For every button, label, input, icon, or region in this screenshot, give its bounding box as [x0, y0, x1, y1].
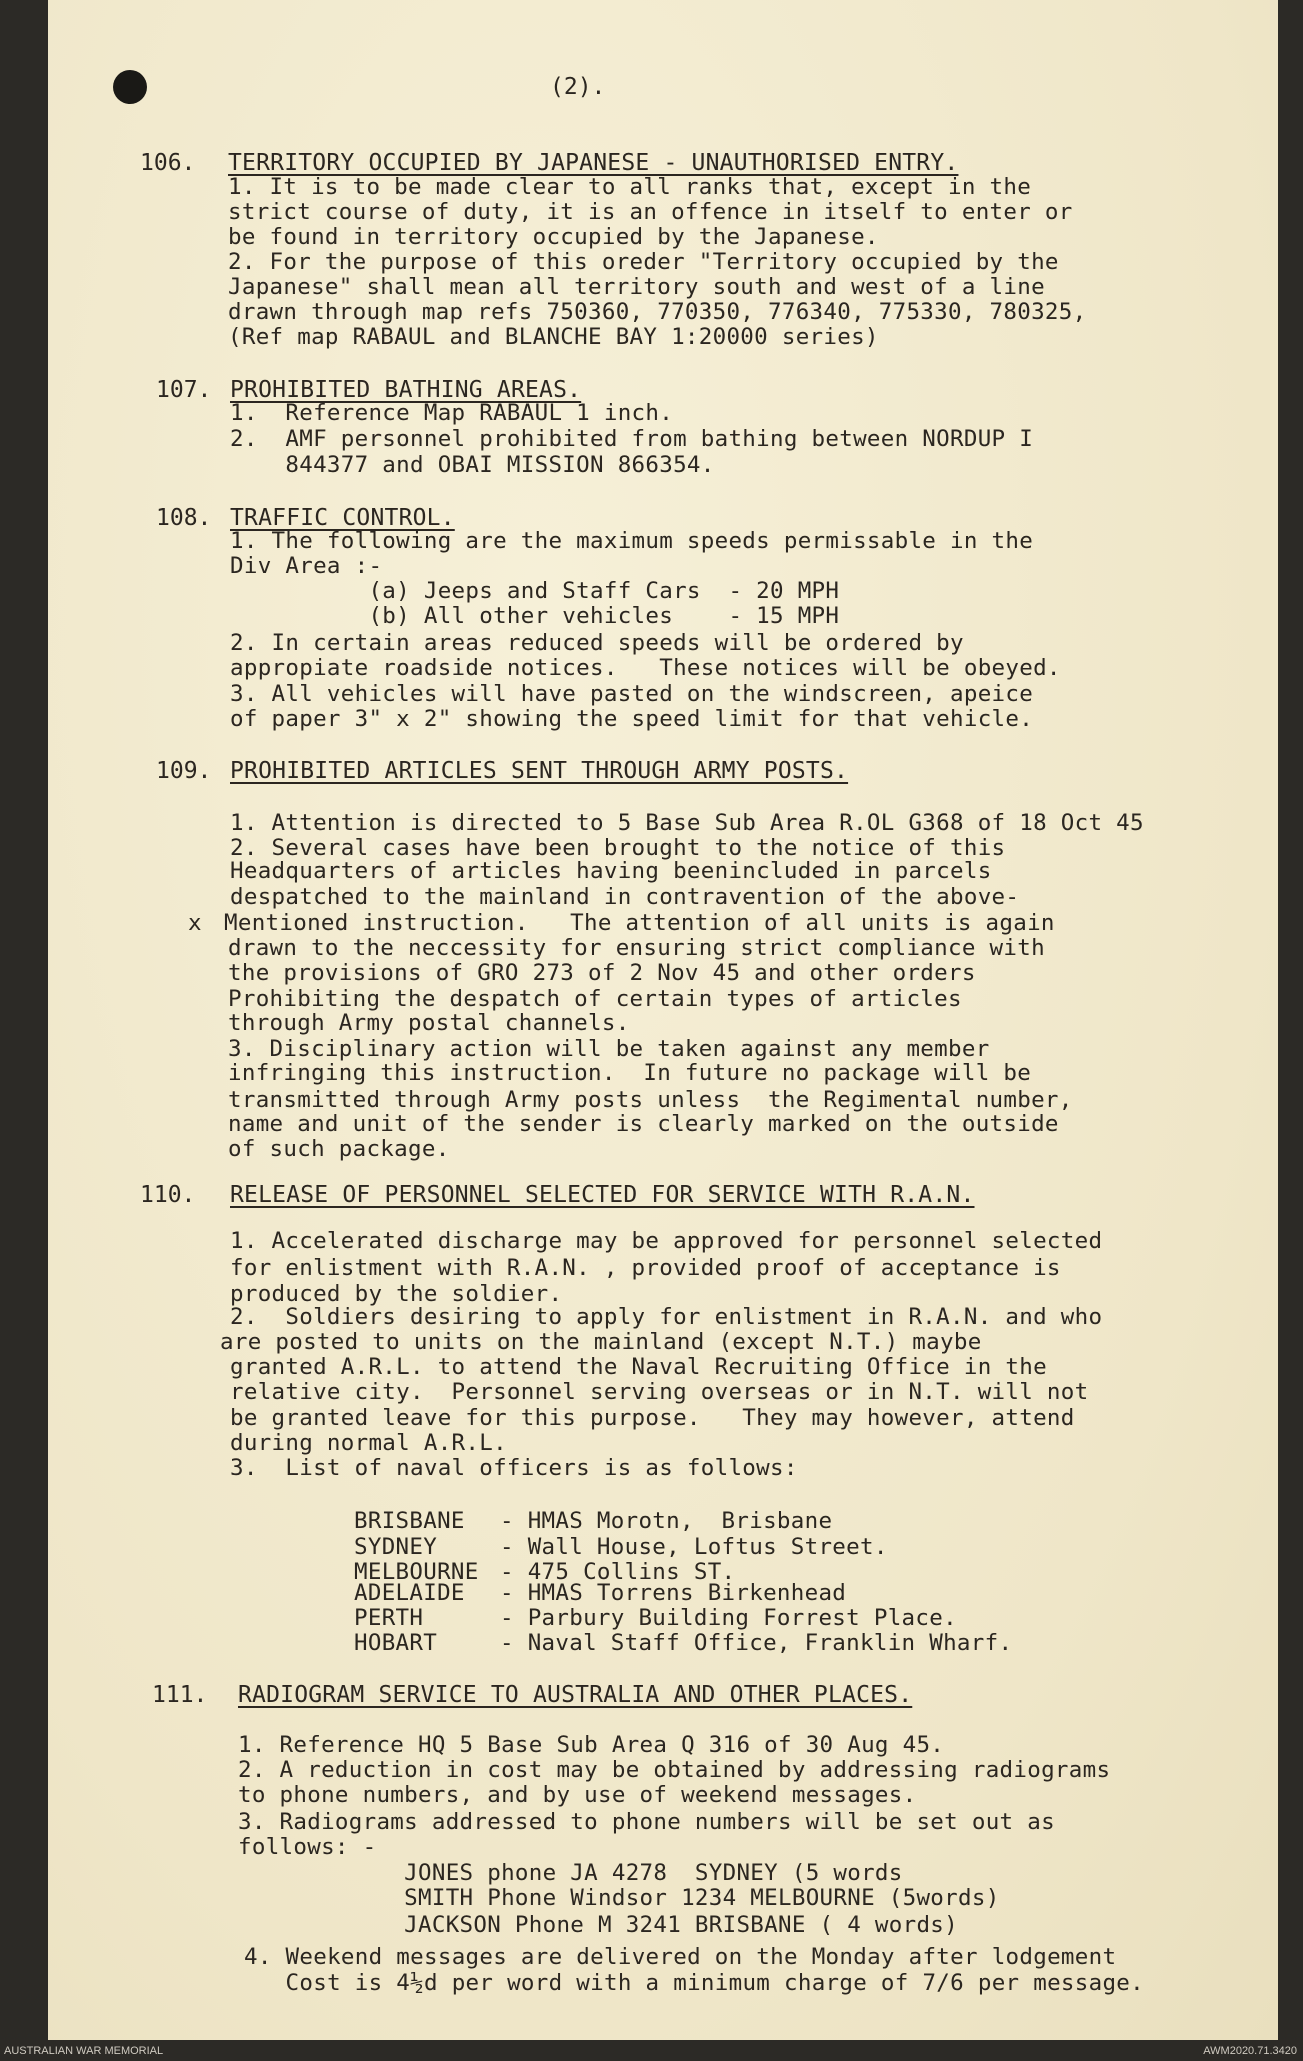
text-line: SMITH Phone Windsor 1234 MELBOURNE (5words) — [238, 1885, 1000, 1911]
text-line: granted A.R.L. to attend the Naval Recruiting Office in the — [230, 1354, 1047, 1380]
text-line: 1. Attention is directed to 5 Base Sub Area R.OL G368 of 18 Oct 45 — [230, 810, 1144, 836]
section-heading: PROHIBITED ARTICLES SENT THROUGH ARMY POSTS. — [230, 758, 849, 784]
section-heading: PROHIBITED BATHING AREAS. — [230, 377, 582, 403]
text-line: 2. A reduction in cost may be obtained by addressing radiograms — [238, 1757, 1111, 1783]
text-line: 2. Soldiers desiring to apply for enlistment in R.A.N. and who — [230, 1304, 1103, 1330]
text-line: appropiate roadside notices. These notices will be obeyed. — [230, 655, 1061, 681]
text-line: JACKSON Phone M 3241 BRISBANE ( 4 words) — [238, 1912, 958, 1938]
text-line: drawn through map refs 750360, 770350, 776340, 775330, 780325, — [228, 299, 1087, 325]
footer-right: AWM2020.71.3420 — [1203, 2045, 1297, 2057]
section-heading: TERRITORY OCCUPIED BY JAPANESE - UNAUTHORISED ENTRY. — [228, 150, 959, 176]
text-line: the provisions of GRO 273 of 2 Nov 45 and other orders — [228, 960, 976, 986]
office-city: PERTH — [354, 1605, 424, 1631]
text-line: 2. Several cases have been brought to the notice of this — [230, 835, 1006, 861]
office-city: HOBART — [354, 1630, 438, 1656]
text-line: 1. Accelerated discharge may be approved for personnel selected — [230, 1228, 1103, 1254]
office-address: - Naval Staff Office, Franklin Wharf. — [500, 1630, 1013, 1656]
text-line: (Ref map RABAUL and BLANCHE BAY 1:20000 series) — [228, 324, 879, 350]
text-line: 1. Reference HQ 5 Base Sub Area Q 316 of 30 Aug 45. — [238, 1732, 945, 1758]
text-line: to phone numbers, and by use of weekend messages. — [238, 1782, 917, 1808]
office-city: ADELAIDE — [354, 1580, 465, 1606]
section-number: 111. — [152, 1682, 208, 1708]
text-line: (a) Jeeps and Staff Cars - 20 MPH — [230, 578, 840, 604]
text-line: during normal A.R.L. — [230, 1430, 507, 1456]
text-line: 1. The following are the maximum speeds permissable in the — [230, 528, 1034, 554]
office-city: BRISBANE — [354, 1508, 465, 1534]
text-line: follows: - — [238, 1834, 377, 1860]
text-line: strict course of duty, it is an offence in itself to enter or — [228, 199, 1073, 225]
text-line: 844377 and OBAI MISSION 866354. — [230, 452, 715, 478]
text-line: 3. All vehicles will have pasted on the windscreen, apeice — [230, 681, 1034, 707]
text-line: Prohibiting the despatch of certain types of articles — [228, 986, 962, 1012]
text-line: 3. Disciplinary action will be taken against any member — [228, 1036, 990, 1062]
section-number: 108. — [156, 505, 212, 531]
text-line: 3. List of naval officers is as follows: — [230, 1455, 798, 1481]
office-address: - HMAS Morotn, Brisbane — [500, 1508, 833, 1534]
text-line: 4. Weekend messages are delivered on the Monday after lodgement — [244, 1944, 1117, 1970]
text-line: (b) All other vehicles - 15 MPH — [230, 603, 840, 629]
text-line: be granted leave for this purpose. They may however, attend — [230, 1405, 1075, 1431]
office-address: - HMAS Torrens Birkenhead — [500, 1580, 847, 1606]
text-line: despatched to the mainland in contravention of the above- — [230, 884, 1020, 910]
text-line: 2. For the purpose of this oreder "Territory occupied by the — [228, 249, 1059, 275]
office-address: - 475 Collins ST. — [500, 1559, 736, 1585]
section-number: 109. — [156, 758, 212, 784]
text-line: 3. Radiograms addressed to phone numbers will be set out as — [238, 1809, 1055, 1835]
section-number: 110. — [140, 1182, 196, 1208]
office-address: - Parbury Building Forrest Place. — [500, 1605, 957, 1631]
text-line: 2. AMF personnel prohibited from bathing between NORDUP I — [230, 426, 1034, 452]
text-line: Div Area :- — [230, 553, 383, 579]
footer-left: AUSTRALIAN WAR MEMORIAL — [4, 2045, 164, 2057]
text-line: through Army postal channels. — [228, 1010, 630, 1036]
text-line: 1. It is to be made clear to all ranks that, except in the — [228, 174, 1032, 200]
text-line: be found in territory occupied by the Japanese. — [228, 224, 879, 250]
text-line: Headquarters of articles having beenincluded in parcels — [230, 858, 992, 884]
text-line: of such package. — [228, 1136, 450, 1162]
office-address: - Wall House, Loftus Street. — [500, 1534, 888, 1560]
text-line: 2. In certain areas reduced speeds will be ordered by — [230, 630, 964, 656]
document-page — [48, 0, 1278, 2040]
margin-mark: x — [188, 910, 202, 936]
text-line: for enlistment with R.A.N. , provided proof of acceptance is — [230, 1255, 1061, 1281]
office-city: SYDNEY — [354, 1534, 438, 1560]
text-line: 1. Reference Map RABAUL 1 inch. — [230, 400, 674, 426]
text-line: JONES phone JA 4278 SYDNEY (5 words — [238, 1860, 903, 1886]
text-line: Cost is 4½d per word with a minimum charge of 7/6 per message. — [244, 1970, 1144, 1996]
text-line: produced by the soldier. — [230, 1281, 563, 1307]
text-line: relative city. Personnel serving overseas or in N.T. will not — [230, 1379, 1089, 1405]
text-line: of paper 3" x 2" showing the speed limit for that vehicle. — [230, 706, 1034, 732]
office-city: MELBOURNE — [354, 1559, 479, 1585]
text-line: Japanese" shall mean all territory south and west of a line — [228, 274, 1045, 300]
section-number: 107. — [156, 377, 212, 403]
section-heading: RELEASE OF PERSONNEL SELECTED FOR SERVICE WITH R.A.N. — [230, 1182, 975, 1208]
text-line: transmitted through Army posts unless the Regimental number, — [228, 1087, 1073, 1113]
text-line: infringing this instruction. In future no package will be — [228, 1060, 1032, 1086]
text-line: Mentioned instruction. The attention of all units is again — [224, 910, 1055, 936]
text-line: drawn to the neccessity for ensuring strict compliance with — [228, 935, 1045, 961]
punch-hole — [113, 70, 147, 104]
text-line: name and unit of the sender is clearly marked on the outside — [228, 1111, 1059, 1137]
page-number: (2). — [550, 74, 606, 100]
section-heading: TRAFFIC CONTROL. — [230, 505, 455, 531]
text-line: are posted to units on the mainland (except N.T.) maybe — [220, 1329, 982, 1355]
section-heading: RADIOGRAM SERVICE TO AUSTRALIA AND OTHER PLACES. — [238, 1682, 913, 1708]
section-number: 106. — [140, 150, 196, 176]
